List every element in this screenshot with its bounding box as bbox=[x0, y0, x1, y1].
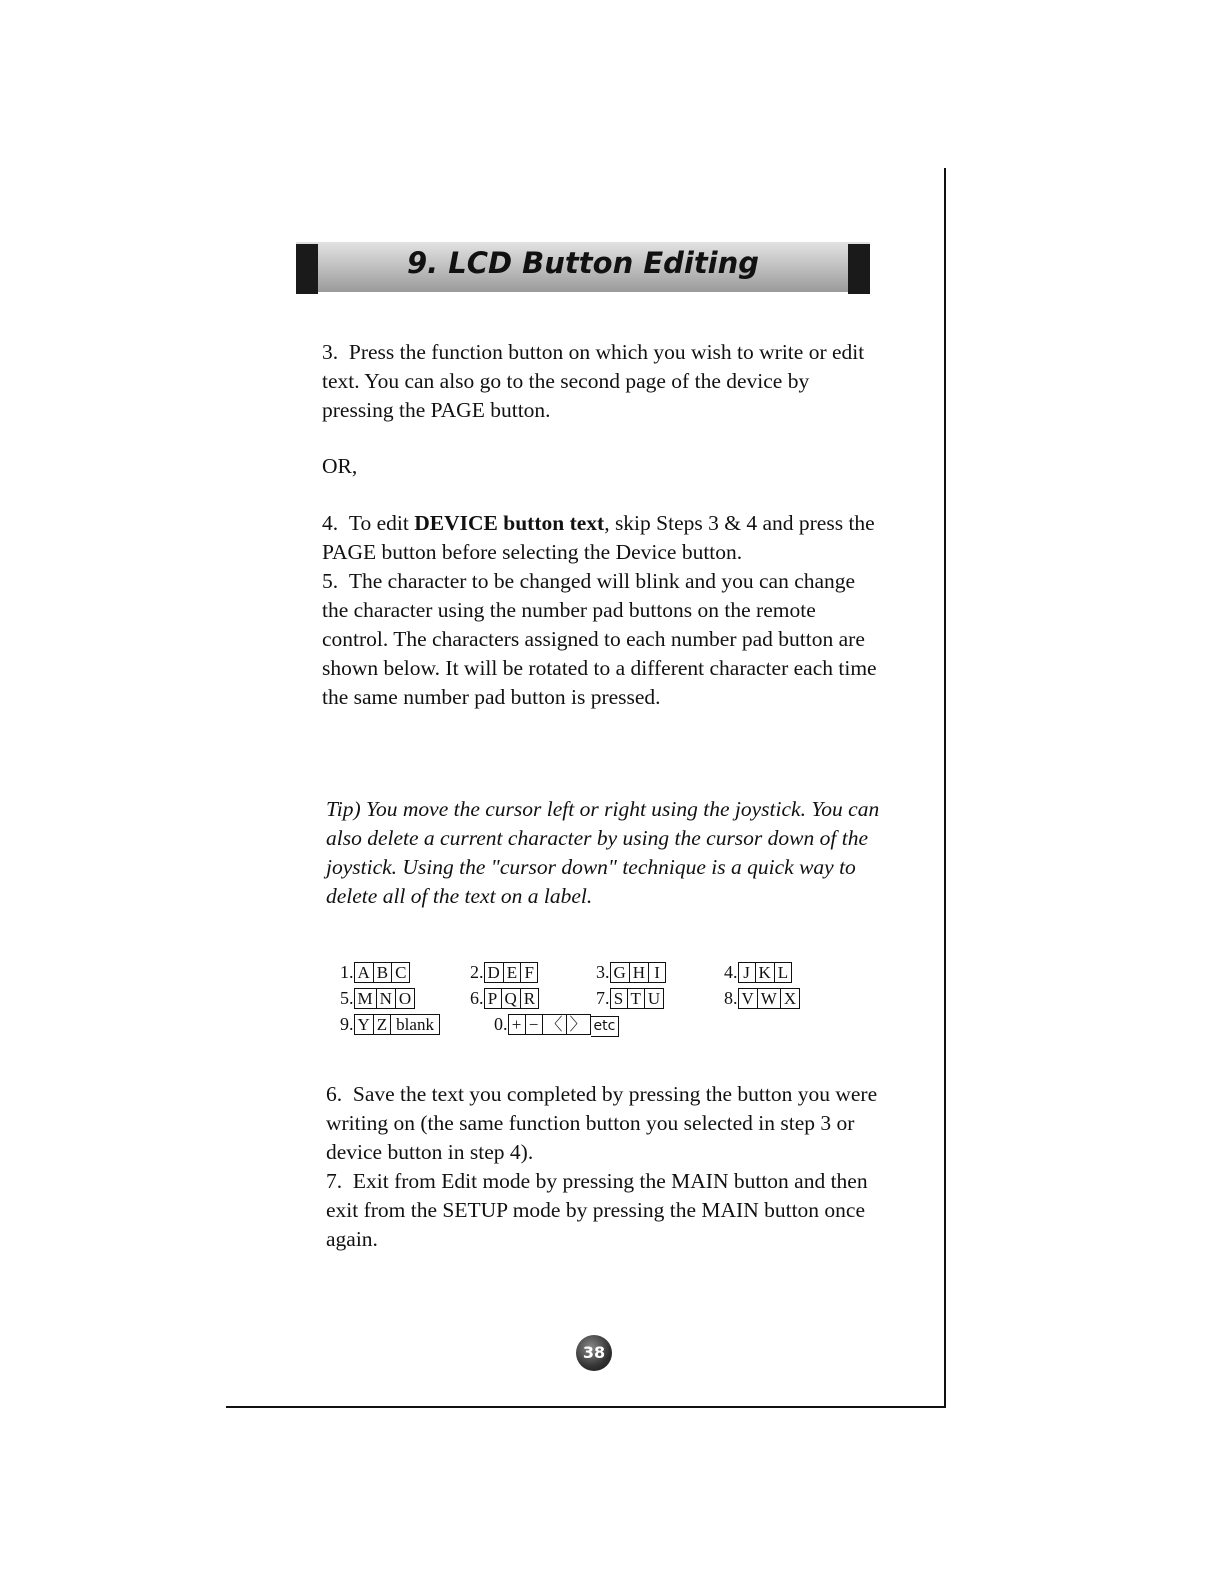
key-char: + bbox=[508, 1014, 526, 1035]
step-4-suffix: , skip Steps 3 & 4 and press the PAGE button before selecting the Device button. bbox=[322, 511, 875, 564]
step-7-paragraph: 7. Exit from Edit mode by pressing the MAIN button and then exit from the SETUP mode by pressing the MAIN button once again. bbox=[326, 1169, 868, 1251]
key-char: C bbox=[392, 962, 410, 983]
key-char: Y bbox=[354, 1014, 374, 1035]
keypad-key-1 bbox=[340, 962, 410, 983]
keypad-row-2 bbox=[340, 988, 860, 1014]
key-char: Z bbox=[374, 1014, 391, 1035]
key-char: W bbox=[758, 988, 781, 1009]
key-char: G bbox=[610, 962, 630, 983]
keypad-key-9 bbox=[340, 1014, 440, 1035]
key-char: X bbox=[781, 988, 800, 1009]
keypad-row-3 bbox=[340, 1014, 860, 1040]
tip-paragraph: Tip) You move the cursor left or right using the joystick. You can also delete a current character by using the cursor down of the joystick. Using the "cursor down" technique is a quick way to delete all of the text on a label. bbox=[326, 797, 880, 908]
keypad-key-5 bbox=[340, 988, 415, 1009]
step-6-paragraph: 6. Save the text you completed by pressing the button you were writing on (the same function button you selected in step 3 or device button in step 4). bbox=[326, 1082, 878, 1164]
key-char: J bbox=[738, 962, 756, 983]
key-char: T bbox=[628, 988, 645, 1009]
key-char: B bbox=[374, 962, 392, 983]
key-char: − bbox=[526, 1014, 543, 1035]
key-char: E bbox=[504, 962, 521, 983]
key-number: 3. bbox=[596, 962, 610, 982]
key-char: etc bbox=[591, 1016, 620, 1037]
steps-6-7-block bbox=[326, 1080, 886, 1254]
keypad-key-6 bbox=[470, 988, 539, 1009]
key-char: F bbox=[521, 962, 538, 983]
key-number: 9. bbox=[340, 1014, 354, 1034]
step-4-prefix: 4. To edit bbox=[322, 511, 415, 535]
key-char: O bbox=[396, 988, 415, 1009]
keypad-key-2 bbox=[470, 962, 538, 983]
page-number-badge: 38 bbox=[576, 1335, 612, 1371]
keypad-key-0 bbox=[494, 1014, 619, 1037]
keypad-row-1 bbox=[340, 962, 860, 988]
key-char: U bbox=[645, 988, 664, 1009]
keypad-character-map bbox=[340, 962, 860, 1040]
or-text: OR, bbox=[322, 454, 358, 478]
key-number: 5. bbox=[340, 988, 354, 1008]
key-char: P bbox=[484, 988, 502, 1009]
key-number: 0. bbox=[494, 1014, 508, 1034]
key-number: 2. bbox=[470, 962, 484, 982]
keypad-key-3 bbox=[596, 962, 666, 983]
step-5-paragraph: 5. The character to be changed will blink and you can change the character using the number pad buttons on the remote control. The characters assigned to each number pad button are shown below. It will be rotated to a different character each time the same number pad button is pressed. bbox=[322, 569, 877, 709]
key-number: 4. bbox=[724, 962, 738, 982]
right-border-rule bbox=[944, 168, 946, 1408]
step-3-paragraph: 3. Press the function button on which you wish to write or edit text. You can also go to the second page of the device by pressing the PAGE button. bbox=[322, 340, 865, 422]
step-4-paragraph bbox=[322, 509, 882, 567]
key-char: V bbox=[738, 988, 758, 1009]
key-char: R bbox=[521, 988, 539, 1009]
key-char: A bbox=[354, 962, 374, 983]
key-char: 〉 bbox=[567, 1014, 591, 1035]
key-char: S bbox=[610, 988, 628, 1009]
key-char: Q bbox=[502, 988, 521, 1009]
keypad-key-7 bbox=[596, 988, 664, 1009]
key-char: D bbox=[484, 962, 504, 983]
step-4-bold-text: DEVICE button text bbox=[414, 511, 605, 535]
key-char: I bbox=[649, 962, 666, 983]
key-char: L bbox=[775, 962, 792, 983]
key-char: M bbox=[354, 988, 377, 1009]
bottom-border-rule bbox=[226, 1406, 946, 1408]
key-number: 7. bbox=[596, 988, 610, 1008]
section-title: 9. LCD Button Editing bbox=[406, 246, 760, 280]
key-char: 〈 bbox=[543, 1014, 567, 1035]
section-header-banner bbox=[296, 232, 870, 296]
key-number: 1. bbox=[340, 962, 354, 982]
steps-4-5-block bbox=[322, 509, 882, 712]
key-char: blank bbox=[391, 1014, 440, 1035]
key-number: 6. bbox=[470, 988, 484, 1008]
keypad-key-4 bbox=[724, 962, 792, 983]
key-char: N bbox=[377, 988, 396, 1009]
key-char: K bbox=[756, 962, 775, 983]
key-number: 8. bbox=[724, 988, 738, 1008]
keypad-key-8 bbox=[724, 988, 800, 1009]
key-char: H bbox=[630, 962, 649, 983]
